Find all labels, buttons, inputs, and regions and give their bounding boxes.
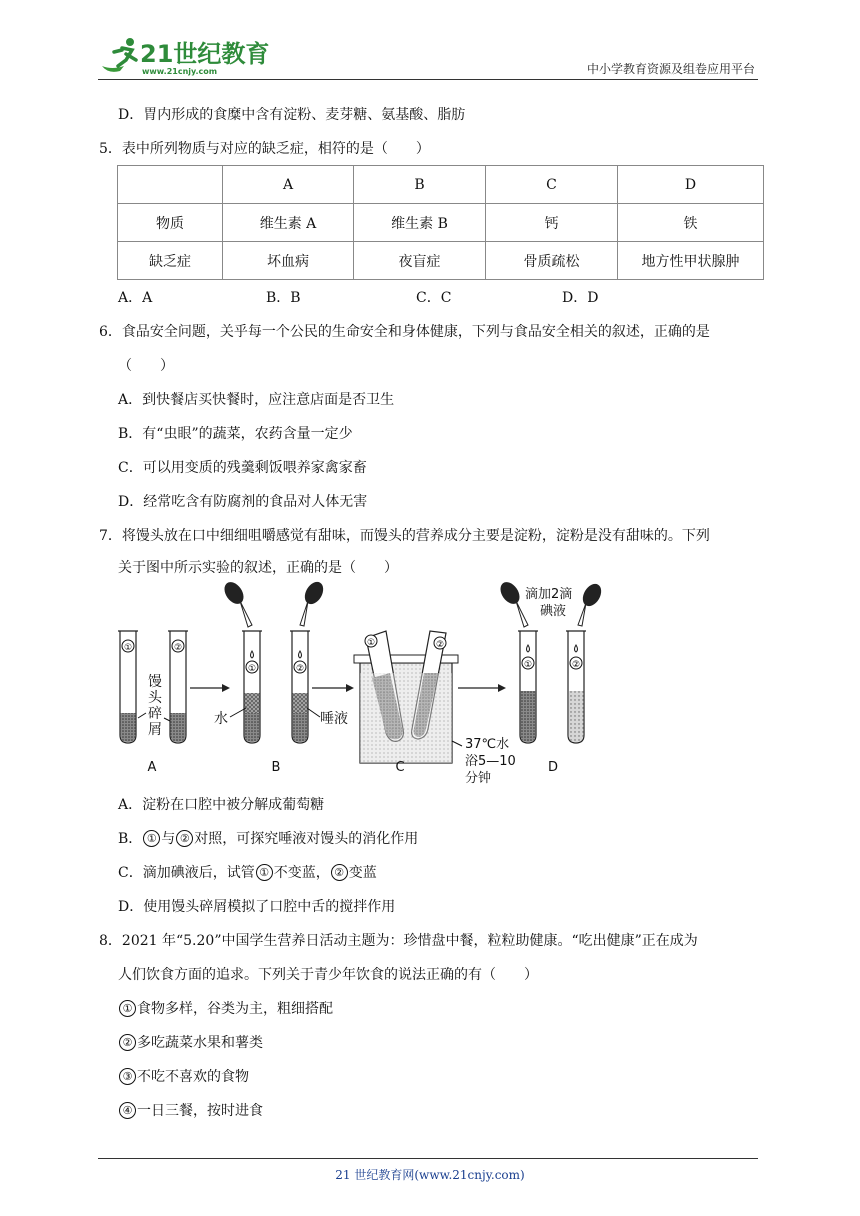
q5-stem: 5．表中所列物质与对应的缺乏症，相符的是（ ） xyxy=(99,141,430,157)
tube-2-label: ② xyxy=(173,643,183,653)
q4-option-d: D．胃内形成的食糜中含有淀粉、麦芽糖、氨基酸、脂肪 xyxy=(118,107,466,123)
q6-option-d: D．经常吃含有防腐剂的食品对人体无害 xyxy=(118,494,368,510)
q8-item-1: ① 食物多样，谷类为主，粗细搭配 xyxy=(118,999,333,1019)
step-label-c: C xyxy=(395,760,405,775)
iodine-label-1: 滴加2滴 xyxy=(525,587,573,602)
q5-option-b: B．B xyxy=(266,290,301,306)
tube-2-label: ② xyxy=(571,660,581,670)
runner-logo-icon xyxy=(96,36,270,78)
arrow-icon xyxy=(190,684,230,692)
experiment-figure xyxy=(110,583,620,788)
bath-label-1: 37℃水 xyxy=(465,737,510,752)
q8-item-4: ④ 一日三餐，按时进食 xyxy=(118,1101,263,1121)
mantou-label-1: 馒 xyxy=(148,674,162,690)
q7-stem: 7．将馒头放在口中细细咀嚼感觉有甜味，而馒头的营养成分主要是淀粉，淀粉是没有甜味的。下列 xyxy=(99,528,710,544)
tube-2-label: ② xyxy=(435,640,445,650)
beaker-water-bath xyxy=(354,631,458,763)
q5-option-c: C．C xyxy=(416,290,452,306)
q8-item-3: ③ 不吃不喜欢的食物 xyxy=(118,1067,249,1087)
header-platform-text: 中小学教育资源及组卷应用平台 xyxy=(586,62,755,76)
dropper-icon xyxy=(221,579,327,627)
tube-1-label: ① xyxy=(123,643,133,653)
tube-2-label: ② xyxy=(295,664,305,674)
tube-1-label: ① xyxy=(247,664,257,674)
q6-option-c: C．可以用变质的残羹剩饭喂养家禽家畜 xyxy=(118,460,367,476)
footer-divider xyxy=(98,1158,758,1159)
iodine-label-2: 碘液 xyxy=(540,604,567,619)
logo xyxy=(96,36,270,78)
q7-option-b: B． ① 与 ② 对照，可探究唾液对馒头的消化作用 xyxy=(118,831,419,847)
q5-option-d: D．D xyxy=(562,290,599,306)
logo-text: 21世纪教育 xyxy=(140,40,270,68)
q7-option-d: D．使用馒头碎屑模拟了口腔中舌的搅拌作用 xyxy=(118,899,396,915)
q7-stem-cont: 关于图中所示实验的叙述，正确的是（ ） xyxy=(118,560,398,576)
q8-stem: 8．2021 年“5.20”中国学生营养日活动主题为：珍惜盘中餐，粒粒助健康。“吃出健康”正在成为 xyxy=(99,933,698,949)
tube-1-label: ① xyxy=(366,638,376,648)
q5-table xyxy=(117,165,764,280)
step-label-b: B xyxy=(271,760,281,775)
q7-option-c: C．滴加碘液后，试管 ① 不变蓝， ② 变蓝 xyxy=(118,865,377,881)
arrow-icon xyxy=(312,684,354,692)
q8-stem-cont: 人们饮食方面的追求。下列关于青少年饮食的说法正确的有（ ） xyxy=(118,967,538,983)
arrow-icon xyxy=(458,684,506,692)
q6-stem-cont: （ ） xyxy=(118,358,174,374)
q6-option-b: B．有“虫眼”的蔬菜，农药含量一定少 xyxy=(118,426,353,442)
saliva-label: 唾液 xyxy=(320,711,348,727)
table-row: 物质 维生素 A 维生素 B 钙 铁 xyxy=(118,204,764,242)
bath-label-2: 浴5—10 xyxy=(465,754,516,769)
q6-stem: 6．食品安全问题，关乎每一个公民的生命安全和身体健康，下列与食品安全相关的叙述，正确的是 xyxy=(99,324,710,340)
mantou-label-4: 屑 xyxy=(148,722,162,738)
q5-option-a: A．A xyxy=(118,290,153,306)
mantou-label-2: 头 xyxy=(148,690,162,706)
q7-option-a: A．淀粉在口腔中被分解成葡萄糖 xyxy=(118,797,325,813)
bath-label-3: 分钟 xyxy=(465,771,492,786)
header-divider xyxy=(98,79,758,80)
tube-1-label: ① xyxy=(523,660,533,670)
mantou-label-3: 碎 xyxy=(148,706,162,722)
q6-option-a: A．到快餐店买快餐时，应注意店面是否卫生 xyxy=(118,392,395,408)
step-label-a: A xyxy=(147,760,157,775)
water-label: 水 xyxy=(214,711,228,727)
table-row: 缺乏症 坏血病 夜盲症 骨质疏松 地方性甲状腺肿 xyxy=(118,242,764,280)
logo-url: www.21cnjy.com xyxy=(142,67,218,76)
step-label-d: D xyxy=(547,760,559,775)
footer-link[interactable]: 21 世纪教育网(www.21cnjy.com) xyxy=(335,1168,525,1182)
q8-item-2: ② 多吃蔬菜水果和薯类 xyxy=(118,1033,263,1053)
table-row: A B C D xyxy=(118,166,764,204)
dropper-icon xyxy=(497,579,605,627)
